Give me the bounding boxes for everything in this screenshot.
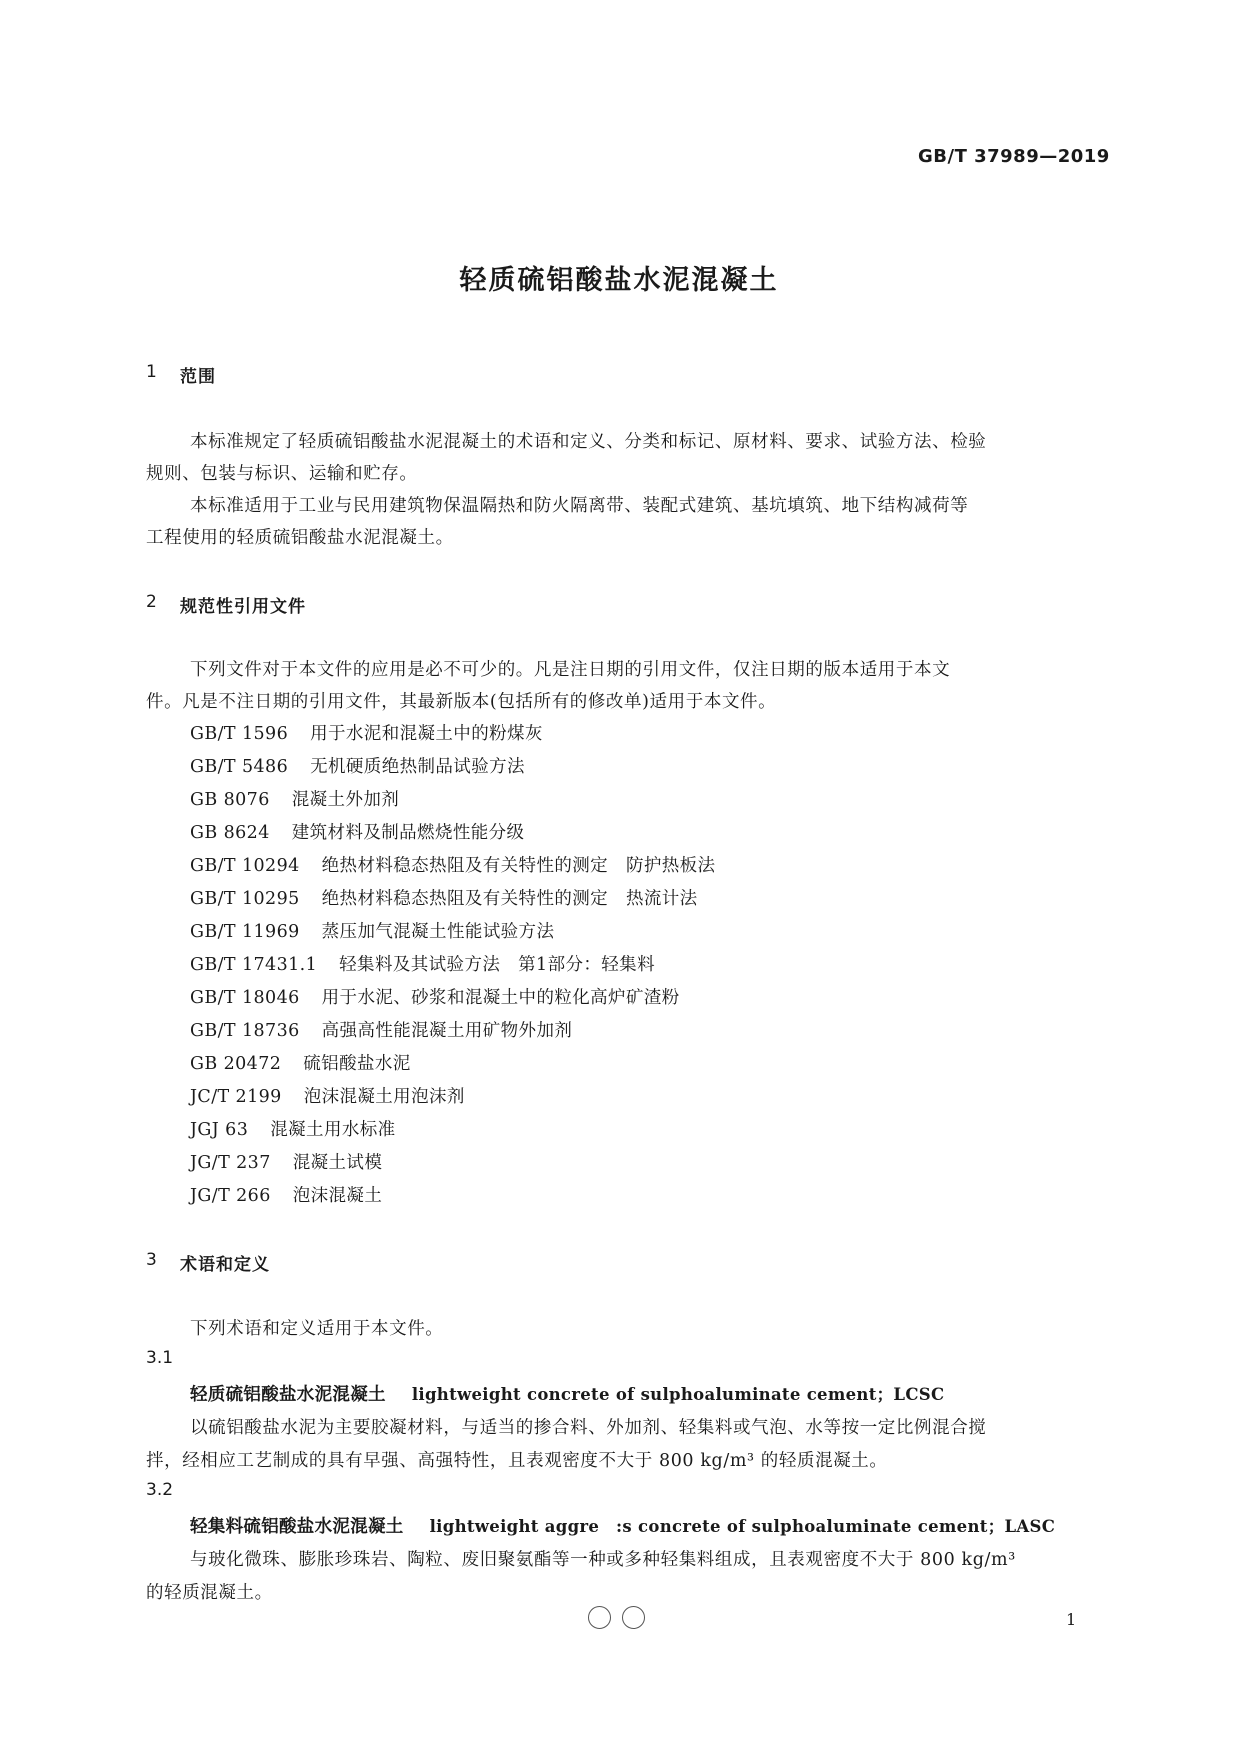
reference-name: 混凝土用水标准: [270, 1120, 396, 1140]
reference-code: GB/T 10294: [190, 856, 300, 876]
reference-name: 绝热材料稳态热阻及有关特性的测定 热流计法: [321, 889, 698, 909]
reference-item: [190, 852, 715, 877]
section-2-para-line-1: 下列文件对于本文件的应用是必不可少的。凡是注日期的引用文件，仅注日期的版本适用于本文: [190, 660, 951, 680]
reference-item: [190, 885, 698, 910]
section-3-intro: 下列术语和定义适用于本文件。: [190, 1319, 444, 1339]
reference-name: 混凝土外加剂: [291, 790, 400, 810]
reference-name: 用于水泥、砂浆和混凝土中的粒化高炉矿渣粉: [321, 988, 680, 1008]
term-3-2-chinese: 轻集料硫铝酸盐水泥混凝土: [190, 1517, 404, 1537]
reference-code: GB 8076: [190, 790, 270, 810]
page-number: 1: [1066, 1610, 1077, 1629]
reference-item: [190, 984, 680, 1009]
reference-item: [190, 786, 399, 811]
reference-name: 泡沫混凝土用泡沫剂: [303, 1087, 465, 1107]
section-1-title: 范围: [180, 367, 216, 387]
section-1-number: 1: [146, 362, 157, 382]
reference-item: [190, 1116, 396, 1141]
reference-code: JG/T 237: [190, 1153, 271, 1173]
reference-name: 无机硬质绝热制品试验方法: [310, 757, 525, 777]
term-3-1-definition-line-1: 以硫铝酸盐水泥为主要胶凝材料，与适当的掺合料、外加剂、轻集料或气泡、水等按一定比例混合搅: [190, 1418, 987, 1438]
reference-item: [190, 1149, 382, 1174]
reference-item: [190, 720, 543, 745]
reference-code: GB/T 17431.1: [190, 955, 318, 975]
reference-name: 建筑材料及制品燃烧性能分级: [291, 823, 525, 843]
section-2-number: 2: [146, 592, 157, 612]
reference-name: 绝热材料稳态热阻及有关特性的测定 防护热板法: [321, 856, 716, 876]
term-3-1-heading: [190, 1381, 944, 1406]
document-title: 轻质硫铝酸盐水泥混凝土: [459, 265, 779, 296]
term-3-1-number: 3.1: [146, 1348, 174, 1368]
reference-code: GB/T 1596: [190, 724, 289, 744]
term-3-1-chinese: 轻质硫铝酸盐水泥混凝土: [190, 1385, 386, 1405]
reference-code: GB/T 11969: [190, 922, 300, 942]
section-2-para-line-2: 件。凡是不注日期的引用文件，其最新版本(包括所有的修改单)适用于本文件。: [146, 692, 777, 712]
term-3-2-heading: [190, 1513, 1055, 1538]
reference-name: 泡沫混凝土: [292, 1186, 383, 1206]
section-1-para-1-line-1: 本标准规定了轻质硫铝酸盐水泥混凝土的术语和定义、分类和标记、原材料、要求、试验方法、检验: [190, 432, 987, 452]
section-1-para-2-line-2: 工程使用的轻质硫铝酸盐水泥混凝土。: [146, 528, 454, 548]
reference-code: JG/T 266: [190, 1186, 271, 1206]
reference-name: 混凝土试模: [292, 1153, 383, 1173]
reference-item: [190, 951, 655, 976]
reference-name: 硫铝酸盐水泥: [303, 1054, 411, 1074]
standard-code: GB/T 37989—2019: [918, 146, 1110, 167]
reference-code: JC/T 2199: [190, 1087, 282, 1107]
reference-code: GB/T 18046: [190, 988, 300, 1008]
term-3-2-english: lightweight aggre :s concrete of sulphoaluminate cement；LASC: [429, 1517, 1056, 1536]
reference-item: [190, 753, 525, 778]
reference-name: 用于水泥和混凝土中的粉煤灰: [310, 724, 543, 744]
reference-code: JGJ 63: [190, 1120, 249, 1140]
term-3-1-definition-line-2: 拌，经相应工艺制成的具有早强、高强特性，且表观密度不大于 800 kg/m³ 的轻质混凝土。: [146, 1451, 888, 1471]
reference-code: GB/T 5486: [190, 757, 289, 777]
section-1-para-2-line-1: 本标准适用于工业与民用建筑物保温隔热和防火隔离带、装配式建筑、基坑填筑、地下结构减荷等: [190, 496, 969, 516]
reference-name: 蒸压加气混凝土性能试验方法: [321, 922, 555, 942]
reference-code: GB 20472: [190, 1054, 282, 1074]
section-3-number: 3: [146, 1250, 157, 1270]
reference-code: GB/T 10295: [190, 889, 300, 909]
reference-item: [190, 1182, 382, 1207]
section-3-title: 术语和定义: [180, 1255, 270, 1275]
reference-item: [190, 1050, 411, 1075]
reference-item: [190, 819, 524, 844]
term-3-2-definition-line-1: 与玻化微珠、膨胀珍珠岩、陶粒、废旧聚氨酯等一种或多种轻集料组成，且表观密度不大于 800 kg/m³: [190, 1550, 1016, 1570]
reference-item: [190, 1083, 465, 1108]
reference-name: 轻集料及其试验方法 第1部分：轻集料: [339, 955, 655, 975]
reference-item: [190, 918, 554, 943]
section-2-title: 规范性引用文件: [180, 597, 306, 617]
footer-circle-icon: [588, 1606, 611, 1629]
term-3-2-number: 3.2: [146, 1480, 174, 1500]
reference-code: GB 8624: [190, 823, 270, 843]
footer-circle-icon: [622, 1606, 645, 1629]
term-3-1-english: lightweight concrete of sulphoaluminate cement；LCSC: [411, 1385, 945, 1404]
term-3-2-definition-line-2: 的轻质混凝土。: [146, 1583, 273, 1603]
reference-item: [190, 1017, 572, 1042]
reference-name: 高强高性能混凝土用矿物外加剂: [321, 1021, 573, 1041]
section-1-para-1-line-2: 规则、包装与标识、运输和贮存。: [146, 464, 418, 484]
reference-code: GB/T 18736: [190, 1021, 300, 1041]
